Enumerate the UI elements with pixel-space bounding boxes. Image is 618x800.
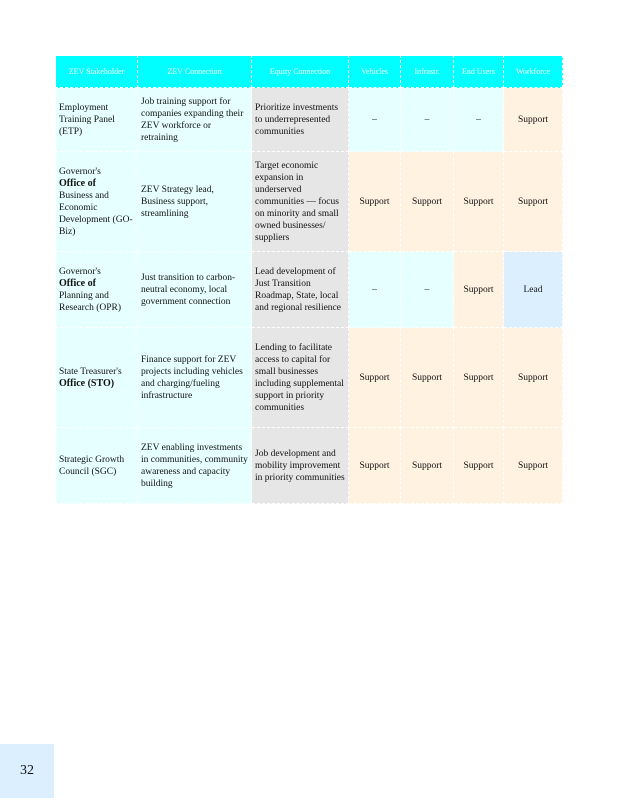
table-row	[56, 152, 563, 252]
infrastructure-cell: Support	[401, 152, 454, 252]
zev-connection-cell: Finance support for ZEV projects including vehicles and charging/fueling infrastructure	[138, 328, 252, 428]
table-header-row	[56, 56, 563, 88]
equity-connection-cell: Target economic expansion in underserved communities — focus on minority and small owned businesses/ suppliers	[252, 152, 349, 252]
stakeholder-name: Business and Economic Development (GO-Biz)	[59, 190, 133, 237]
vehicles-cell: Support	[349, 152, 401, 252]
equity-connection-cell: Lead development of Just Transition Roadmap, State, local and regional resilience	[252, 252, 349, 328]
stakeholder-cell	[56, 88, 138, 152]
workforce-cell: Support	[504, 88, 563, 152]
end-users-cell: Support	[454, 428, 504, 504]
zev-connection-cell: Job training support for companies expanding their ZEV workforce or retraining	[138, 88, 252, 152]
header-end-users: End Users	[454, 56, 504, 88]
end-users-cell: Support	[454, 152, 504, 252]
workforce-cell: Support	[504, 152, 563, 252]
table-row	[56, 252, 563, 328]
stakeholder-cell	[56, 152, 138, 252]
infrastructure-cell: –	[401, 88, 454, 152]
table-row	[56, 88, 563, 152]
vehicles-cell: –	[349, 88, 401, 152]
table-row	[56, 328, 563, 428]
stakeholder-table	[55, 55, 563, 504]
stakeholder-cell	[56, 252, 138, 328]
stakeholder-cell	[56, 428, 138, 504]
zev-connection-cell: ZEV Strategy lead, Business support, streamlining	[138, 152, 252, 252]
stakeholder-prefix: Governor's	[59, 166, 101, 177]
end-users-cell: Support	[454, 252, 504, 328]
infrastructure-cell: –	[401, 252, 454, 328]
equity-connection-cell: Prioritize investments to underrepresented communities	[252, 88, 349, 152]
equity-connection-cell: Lending to facilitate access to capital for small businesses including supplemental support in priority communities	[252, 328, 349, 428]
stakeholder-emphasis: Office (STO)	[59, 377, 115, 389]
vehicles-cell: –	[349, 252, 401, 328]
end-users-cell: –	[454, 88, 504, 152]
vehicles-cell: Support	[349, 428, 401, 504]
stakeholder-name: Strategic Growth Council (SGC)	[59, 454, 125, 477]
stakeholder-emphasis: Office of	[59, 177, 96, 189]
stakeholder-name: Planning and Research (OPR)	[59, 290, 121, 313]
stakeholder-emphasis: Office of	[59, 277, 96, 289]
zev-connection-cell: Just transition to carbon-neutral economy, local government connection	[138, 252, 252, 328]
header-workforce: Workforce	[504, 56, 563, 88]
stakeholder-prefix: State Treasurer's	[59, 366, 122, 377]
header-zev-connection: ZEV Connection	[138, 56, 252, 88]
header-stakeholder: ZEV Stakeholder	[56, 56, 138, 88]
end-users-cell: Support	[454, 328, 504, 428]
equity-connection-cell: Job development and mobility improvement in priority communities	[252, 428, 349, 504]
header-vehicles: Vehicles	[349, 56, 401, 88]
header-infrastructure: Infrastr.	[401, 56, 454, 88]
zev-connection-cell: ZEV enabling investments in communities, community awareness and capacity building	[138, 428, 252, 504]
stakeholder-name: Employment Training Panel (ETP)	[59, 102, 115, 137]
infrastructure-cell: Support	[401, 428, 454, 504]
vehicles-cell: Support	[349, 328, 401, 428]
stakeholder-cell	[56, 328, 138, 428]
workforce-cell: Support	[504, 428, 563, 504]
infrastructure-cell: Support	[401, 328, 454, 428]
header-equity-connection: Equity Connection	[252, 56, 349, 88]
page-number: 32	[0, 744, 54, 798]
workforce-cell: Lead	[504, 252, 563, 328]
workforce-cell: Support	[504, 328, 563, 428]
table-row	[56, 428, 563, 504]
stakeholder-prefix: Governor's	[59, 266, 101, 277]
